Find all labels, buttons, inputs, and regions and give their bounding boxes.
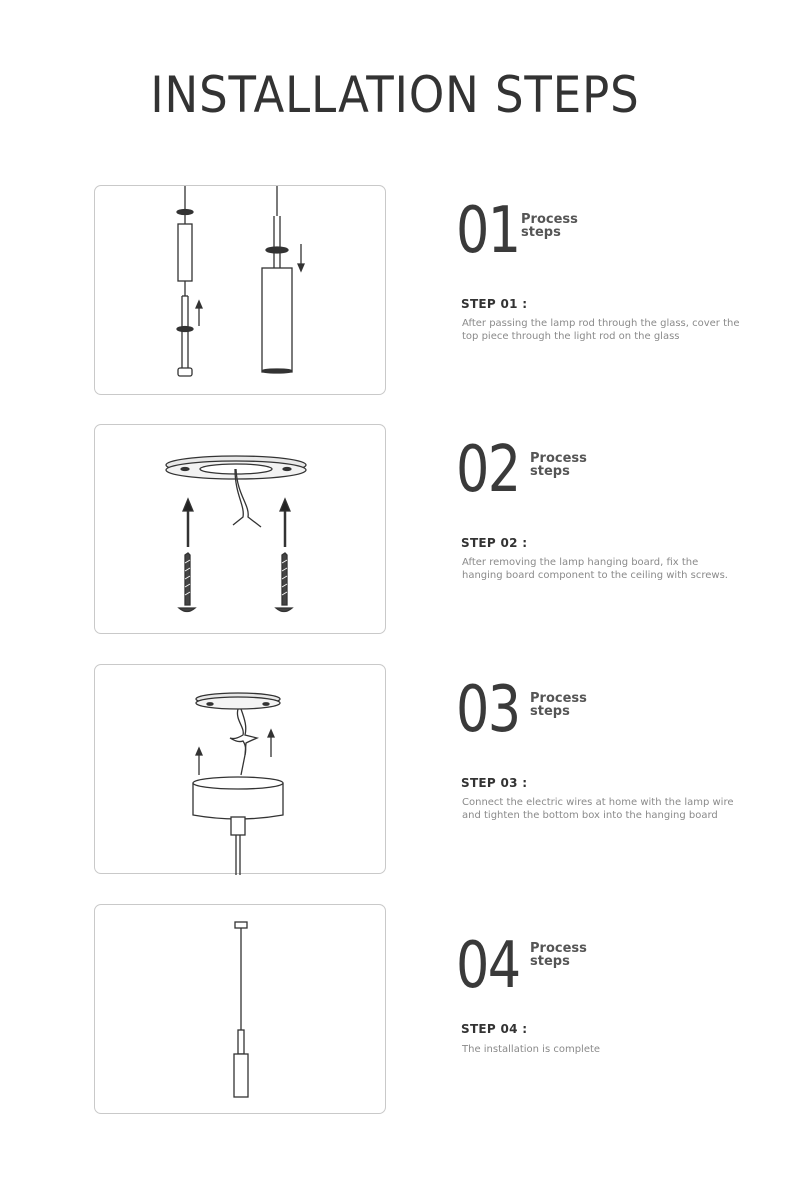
step-2-illustration	[94, 424, 386, 634]
process-steps-label: Process steps	[530, 691, 587, 719]
step-description: Connect the electric wires at home with the lamp wire and tighten the bottom box into the hanging board	[462, 797, 734, 821]
step-number: 02	[456, 433, 520, 507]
step-1	[0, 185, 790, 397]
installed-pendant-lamp-icon	[95, 905, 387, 1115]
process-steps-label: Process steps	[521, 212, 578, 240]
step-3-illustration	[94, 664, 386, 874]
ceiling-plate-screws-icon	[95, 425, 387, 635]
step-label: STEP 04 :	[461, 1022, 528, 1036]
step-description: After passing the lamp rod through the glass, cover the top piece through the light rod on the glass	[462, 318, 740, 342]
wire-connection-box-icon	[95, 665, 387, 875]
process-steps-label: Process steps	[530, 451, 587, 479]
step-number: 01	[456, 194, 520, 268]
process-steps-label: Process steps	[530, 941, 587, 969]
step-3	[0, 664, 790, 876]
step-number: 04	[456, 929, 520, 1003]
lamp-rod-assembly-icon	[95, 186, 387, 396]
step-1-illustration	[94, 185, 386, 395]
step-number: 03	[456, 673, 520, 747]
step-label: STEP 01 :	[461, 297, 528, 311]
step-description: The installation is complete	[462, 1044, 601, 1055]
step-label: STEP 03 :	[461, 776, 528, 790]
page-title: INSTALLATION STEPS	[150, 66, 640, 124]
step-4-illustration	[94, 904, 386, 1114]
step-label: STEP 02 :	[461, 536, 528, 550]
step-4	[0, 904, 790, 1116]
step-2	[0, 424, 790, 636]
step-description: After removing the lamp hanging board, fix the hanging board component to the ceiling with screws.	[462, 557, 728, 581]
